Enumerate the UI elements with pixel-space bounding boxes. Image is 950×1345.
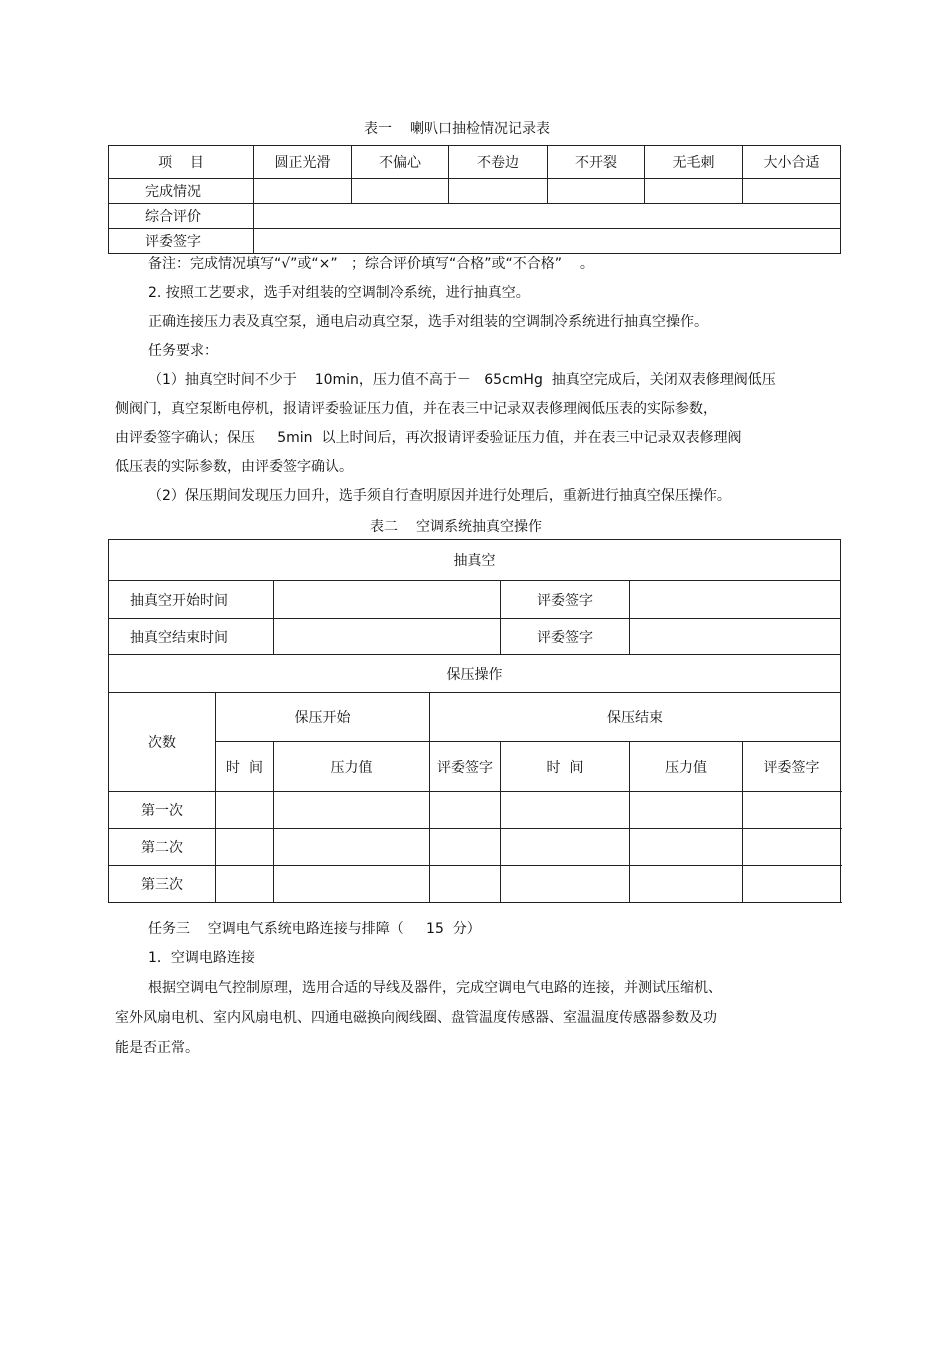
- step2-heading: 2. 按照工艺要求，选手对组装的空调制冷系统，进行抽真空。: [148, 285, 530, 301]
- table1-row-label: 评委签字: [109, 229, 254, 254]
- hold-end-pressure-header: 压力值: [630, 742, 743, 792]
- hold-start-time-header: 时 间: [216, 742, 274, 792]
- vacuum-end-time-cell[interactable]: [274, 619, 501, 655]
- vacuum-operation-table: [108, 539, 841, 903]
- table1-caption-number: 表一: [364, 121, 392, 137]
- table1-cell[interactable]: [449, 179, 548, 204]
- hold-row-label: 第三次: [109, 866, 216, 903]
- hold-group-row: [109, 693, 841, 742]
- task3-description-line: 根据空调电气控制原理，选用合适的导线及器件，完成空调电气电路的连接，并测试压缩机、: [148, 980, 722, 996]
- table2-caption: [370, 516, 542, 536]
- hold-start-pressure-header: 压力值: [274, 742, 430, 792]
- hold-start-sign-header: 评委签字: [430, 742, 501, 792]
- table1-cell[interactable]: [743, 179, 841, 204]
- hold-cell[interactable]: [501, 792, 630, 829]
- hold-header: 保压操作: [109, 655, 841, 693]
- hold-row-label: 第二次: [109, 829, 216, 866]
- judge-sign-cell[interactable]: [630, 581, 841, 619]
- table1-header-no-cracking: 不开裂: [548, 146, 645, 179]
- hold-cell[interactable]: [216, 792, 274, 829]
- task3-description-line: 能是否正常。: [115, 1040, 199, 1056]
- hold-cell[interactable]: [430, 866, 501, 903]
- hold-cell[interactable]: [216, 866, 274, 903]
- hold-cell[interactable]: [743, 866, 841, 903]
- hold-end-sign-header: 评委签字: [743, 742, 841, 792]
- table1-caption: [364, 118, 550, 138]
- table1-row-completion: [109, 179, 841, 204]
- table1-header-not-eccentric: 不偏心: [352, 146, 449, 179]
- judge-sign-label: 评委签字: [501, 581, 630, 619]
- requirement-1-line: 侧阀门，真空泵断电停机，报请评委验证压力值，并在表三中记录双表修理阀低压表的实际参数，: [115, 401, 717, 417]
- hold-cell[interactable]: [630, 792, 743, 829]
- table1-cell[interactable]: [352, 179, 449, 204]
- requirement-1-line: 由评委签字确认；保压 5min 以上时间后，再次报请评委验证压力值，并在表三中记录双表修理阀: [115, 430, 742, 446]
- hold-row-2: [109, 829, 841, 866]
- hold-end-header: 保压结束: [430, 693, 841, 742]
- table1-header-no-burrs: 无毛刺: [645, 146, 743, 179]
- flare-inspection-table: [108, 145, 841, 254]
- table1-cell[interactable]: [254, 179, 352, 204]
- hold-cell[interactable]: [630, 866, 743, 903]
- table2-caption-title: 空调系统抽真空操作: [416, 519, 542, 535]
- vacuum-start-time-label: 抽真空开始时间: [109, 581, 274, 619]
- hold-end-time-header: 时 间: [501, 742, 630, 792]
- hold-cell[interactable]: [743, 792, 841, 829]
- hold-cell[interactable]: [743, 829, 841, 866]
- vacuum-header: 抽真空: [109, 540, 841, 581]
- task3-title: 任务三 空调电气系统电路连接与排障（ 15 分）: [148, 921, 481, 937]
- table1-row-overall: [109, 204, 841, 229]
- table1-header-row: [109, 146, 841, 179]
- hold-row-label: 第一次: [109, 792, 216, 829]
- vacuum-header-row: [109, 540, 841, 581]
- table1-cell[interactable]: [254, 229, 841, 254]
- hold-cell[interactable]: [274, 866, 430, 903]
- table2-caption-number: 表二: [370, 519, 398, 535]
- task3-description-line: 室外风扇电机、室内风扇电机、四通电磁换向阀线圈、盘管温度传感器、室温温度传感器参数及功: [115, 1010, 717, 1026]
- task3-item1: 1．空调电路连接: [148, 950, 255, 966]
- requirement-1-line: （1）抽真空时间不少于 10min，压力值不高于－ 65cmHg 抽真空完成后，关闭双表修理阀低压: [148, 372, 776, 388]
- hold-cell[interactable]: [501, 866, 630, 903]
- table1-row-sign: [109, 229, 841, 254]
- table1-cell[interactable]: [548, 179, 645, 204]
- hold-cell[interactable]: [430, 829, 501, 866]
- table1-cell[interactable]: [254, 204, 841, 229]
- hold-cell[interactable]: [274, 792, 430, 829]
- hold-cell[interactable]: [630, 829, 743, 866]
- table1-row-label: 完成情况: [109, 179, 254, 204]
- hold-start-header: 保压开始: [216, 693, 430, 742]
- hold-cell[interactable]: [274, 829, 430, 866]
- vacuum-start-row: [109, 581, 841, 619]
- requirement-1-line: 低压表的实际参数，由评委签字确认。: [115, 459, 353, 475]
- table1-caption-title: 喇叭口抽检情况记录表: [410, 121, 550, 137]
- requirement-2: （2）保压期间发现压力回升，选手须自行查明原因并进行处理后，重新进行抽真空保压操作。: [148, 488, 731, 504]
- step2-description: 正确连接压力表及真空泵，通电启动真空泵，选手对组装的空调制冷系统进行抽真空操作。: [148, 314, 708, 330]
- hold-header-row: [109, 655, 841, 693]
- hold-cell[interactable]: [216, 829, 274, 866]
- table1-row-label: 综合评价: [109, 204, 254, 229]
- hold-cell[interactable]: [430, 792, 501, 829]
- note-text: 备注：完成情况填写“√”或“×” ；综合评价填写“合格”或“不合格” 。: [148, 256, 594, 272]
- vacuum-end-row: [109, 619, 841, 655]
- table1-cell[interactable]: [645, 179, 743, 204]
- hold-cell[interactable]: [501, 829, 630, 866]
- hold-row-1: [109, 792, 841, 829]
- hold-subheader-row: [109, 742, 841, 792]
- vacuum-end-time-label: 抽真空结束时间: [109, 619, 274, 655]
- vacuum-start-time-cell[interactable]: [274, 581, 501, 619]
- table1-header-no-curling: 不卷边: [449, 146, 548, 179]
- table1-header-round-smooth: 圆正光滑: [254, 146, 352, 179]
- table1-header-proper-size: 大小合适: [743, 146, 841, 179]
- judge-sign-label: 评委签字: [501, 619, 630, 655]
- task-requirements-label: 任务要求：: [148, 343, 218, 359]
- table1-header-item: 项 目: [109, 146, 254, 179]
- hold-row-3: [109, 866, 841, 903]
- count-label: 次数: [109, 693, 216, 792]
- judge-sign-cell[interactable]: [630, 619, 841, 655]
